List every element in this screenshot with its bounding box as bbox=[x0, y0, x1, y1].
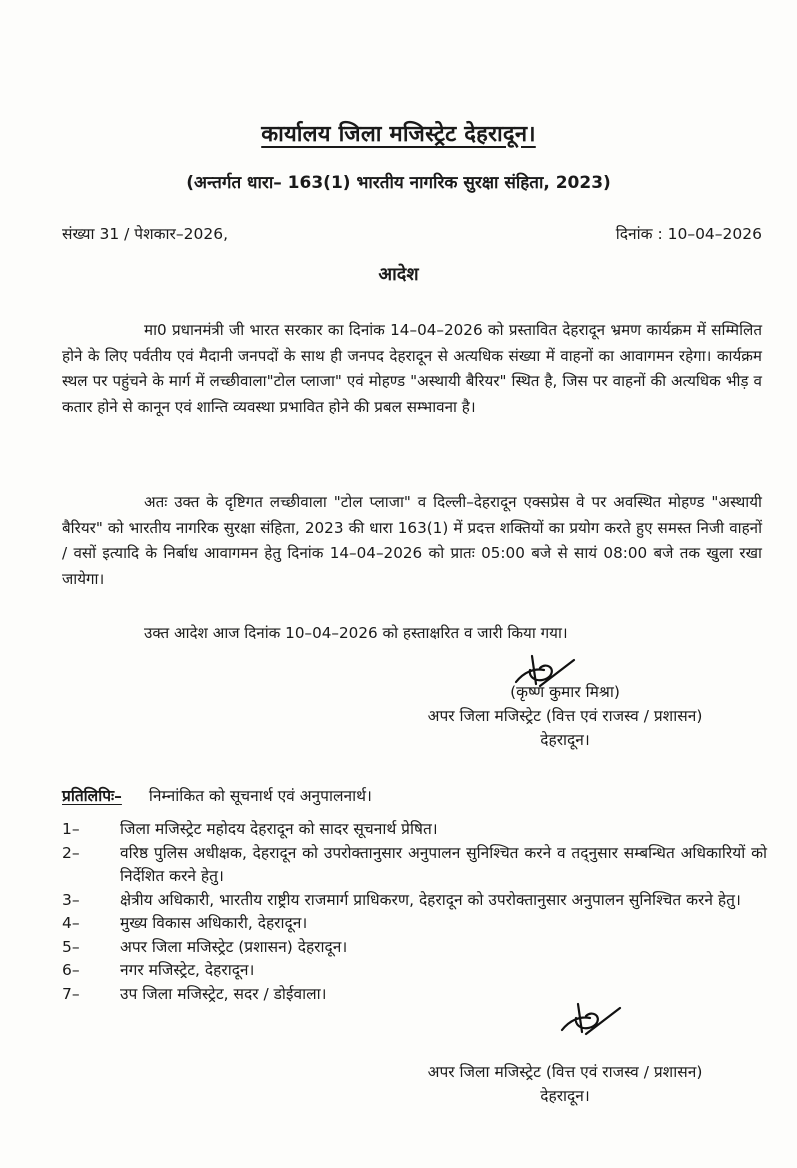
reference-number: संख्या 31 / पेशकार–2026, bbox=[62, 225, 229, 243]
copy-to-list bbox=[62, 818, 767, 1006]
item-number: 2– bbox=[62, 843, 80, 862]
signatory-name: (कृष्ण कुमार मिश्रा) bbox=[510, 683, 620, 701]
item-number: 4– bbox=[62, 914, 80, 932]
signatory-place: देहरादून। bbox=[540, 731, 590, 749]
list-item bbox=[62, 818, 767, 842]
list-item bbox=[62, 936, 767, 960]
footer-signatory-designation: अपर जिला मजिस्ट्रेट (वित्त एवं राजस्व / प्रशासन) bbox=[427, 1063, 703, 1081]
list-item bbox=[62, 842, 767, 889]
list-item bbox=[62, 889, 767, 913]
item-text: अपर जिला मजिस्ट्रेट (प्रशासन) देहरादून। bbox=[120, 937, 348, 956]
item-number: 6– bbox=[62, 961, 80, 979]
item-number: 5– bbox=[62, 937, 80, 956]
legal-section-subtitle: (अन्तर्गत धारा– 163(1) भारतीय नागरिक सुरक्षा संहिता, 2023) bbox=[186, 173, 611, 193]
item-number: 1– bbox=[62, 820, 80, 838]
item-text: क्षेत्रीय अधिकारी, भारतीय राष्ट्रीय राजमार्ग प्राधिकरण, देहरादून को उपरोक्तानुसार अनुपालन सुनिश्चित करने हेतु। bbox=[120, 890, 741, 909]
footer-signatory-place: देहरादून। bbox=[540, 1087, 590, 1105]
paragraph-order: अतः उक्त के दृष्टिगत लच्छीवाला "टोल प्लाजा" व दिल्ली–देहरादून एक्सप्रेस वे पर अवस्थित मोहण्ड "अस्थायी बैरियर" को भारतीय नागरिक सुरक्षा संहिता, 2023 की धारा 163(1) में प्रदत्त शक्तियों का प्रयोग करते हुए समस्त निजी वाहनों / वसों इत्यादि के निर्बाध आवागमन हेतु दिनांक 14–04–2026 को प्रातः 05:00 बजे से सायं 08:00 बजे तक खुला रखा जायेगा। bbox=[62, 493, 762, 588]
paragraph-issuance: उक्त आदेश आज दिनांक 10–04–2026 को हस्ताक्षरित व जारी किया गया। bbox=[144, 624, 568, 643]
signatory-designation: अपर जिला मजिस्ट्रेट (वित्त एवं राजस्व / प्रशासन) bbox=[427, 707, 703, 725]
item-text: जिला मजिस्ट्रेट महोदय देहरादून को सादर सूचनार्थ प्रेषित। bbox=[120, 820, 438, 838]
copy-to-heading bbox=[62, 784, 372, 806]
item-text: वरिष्ठ पुलिस अधीक्षक, देहरादून को उपरोक्तानुसार अनुपालन सुनिश्चित करने व तद्नुसार सम्बन्धित अधिकारियों को निर्देशित करने हेतु। bbox=[120, 843, 767, 885]
issue-date: दिनांक : 10–04–2026 bbox=[615, 225, 762, 243]
signature-icon bbox=[556, 998, 626, 1044]
item-text: मुख्य विकास अधिकारी, देहरादून। bbox=[120, 914, 308, 932]
office-title bbox=[0, 118, 797, 148]
item-text: नगर मजिस्ट्रेट, देहरादून। bbox=[120, 961, 255, 979]
copy-to-label: प्रतिलिपिः– bbox=[62, 787, 122, 805]
copy-to-intro: निम्नांकित को सूचनार्थ एवं अनुपालनार्थ। bbox=[148, 787, 372, 805]
footer-signatory-block bbox=[360, 1060, 770, 1108]
office-title-text: कार्यालय जिला मजिस्ट्रेट देहरादून। bbox=[261, 122, 536, 147]
item-number: 3– bbox=[62, 890, 80, 909]
order-heading: आदेश bbox=[378, 264, 419, 285]
list-item bbox=[62, 983, 767, 1007]
list-item bbox=[62, 959, 767, 983]
paragraph-background: मा0 प्रधानमंत्री जी भारत सरकार का दिनांक 14–04–2026 को प्रस्तावित देहरादून भ्रमण कार्यक्रम में सम्मिलित होने के लिए पर्वतीय एवं मैदानी जनपदों के साथ ही जनपद देहरादून से अत्यधिक संख्या में वाहनों का आवागमन रहेगा। कार्यक्रम स्थल पर पहुंचने के मार्ग में लच्छीवाला"टोल प्लाजा" एवं मोहण्ड "अस्थायी बैरियर" स्थित है, जिस पर वाहनों की अत्यधिक भीड़ व कतार होने से कानून एवं शान्ति व्यवस्था प्रभावित होने की प्रबल सम्भावना है। bbox=[62, 321, 762, 416]
list-item bbox=[62, 912, 767, 936]
item-text: उप जिला मजिस्ट्रेट, सदर / डोईवाला। bbox=[120, 984, 327, 1003]
item-number: 7– bbox=[62, 984, 80, 1003]
signatory-block bbox=[360, 680, 770, 752]
